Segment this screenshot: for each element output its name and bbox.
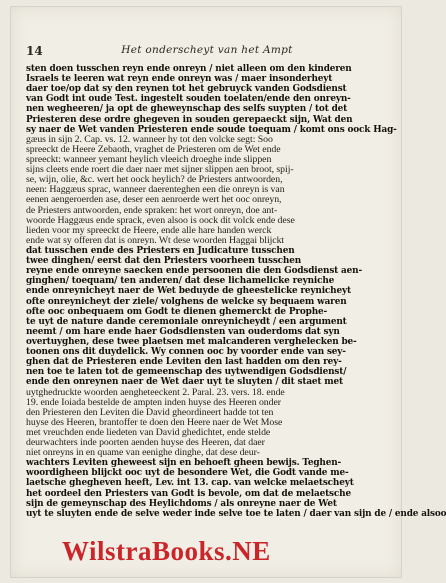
- text-line: daer toe/op dat sy den reynen tot het gebruyck vanden Godsdienst: [26, 84, 347, 95]
- watermark: WilstraBooks.NE: [62, 536, 271, 566]
- text-line: spreeckt: wanneer yemant heylich vleeich droeghe inde slippen: [26, 153, 272, 165]
- text-line: 19. ende Ioiada bestelde de ampten inden huyse des Heeren onder: [26, 396, 282, 408]
- text-line: uytghedruckte woorden aengheteeckent 2. Paral. 23. vers. 18. ende: [26, 386, 285, 398]
- page-header: [26, 44, 388, 58]
- text-line: sten doen tusschen reyn ende onreyn / niet alleen om den kinderen: [26, 64, 352, 74]
- text-line: het oordeel den Priesters van Godt is bevole, om dat de melaetsche: [26, 488, 351, 499]
- page-number: 14: [26, 44, 43, 58]
- body-text: [26, 64, 446, 519]
- text-line: sy naer de Wet vanden Priesteren ende soude toequam / komt ons oock Hag-: [26, 124, 397, 135]
- text-line: sijn de gemeynschap des Heylichdoms / als onreyne naer de Wet: [26, 498, 337, 509]
- text-line: ofte onreynicheyt der ziele/ volghens de welcke sy bequaem waren: [26, 296, 347, 307]
- text-line: overtuyghen, dese twee plaetsen met malcanderen verghelecken be-: [26, 336, 357, 347]
- text-line: woordigheen blijckt ooc uyt de besondere Wet, die Godt vande me-: [26, 468, 349, 479]
- book-page: [10, 6, 446, 578]
- text-line: neemt / om hare ende haer Godsdiensten van ouderdoms dat syn: [26, 326, 340, 337]
- text-line: lieden voor my spreeckt de Heere, ende alle hare handen werck: [26, 224, 272, 236]
- text-line: Israels te leeren wat reyn ende onreyn was / maer insonderheyt: [26, 74, 333, 85]
- text-line: ginghen/ toequam/ ten anderen/ dat dese lichamelicke reyniche: [26, 276, 335, 287]
- text-line: huyse des Heeren, brantoffer te doen den Heere naer de Wet Mose: [26, 416, 283, 428]
- text-line: gæus in sijn 2. Cap. vs. 12. wanneer hy tot den volcke segt: Soo: [26, 133, 273, 145]
- text-line: sijns cleets ende roert die daer naer met sijner slippen aen broot, spij-: [26, 164, 294, 176]
- text-line: den Priesteren den Leviten die David gheordineert hadde tot ten: [26, 406, 274, 418]
- text-line: uyt te sluyten ende de selve weder inde selve toe te laten / daer van sijn de / ende alsoo: [26, 508, 446, 519]
- text-line: nen toe te laten tot de gemeenschap des uytwendigen Godsdienst/: [26, 367, 347, 378]
- text-line: ghen dat de Priesteren ende Leviten den last hadden om den rey-: [26, 357, 342, 368]
- text-line: reyne ende onreyne saecken ende persoonen die den Godsdienst aen-: [26, 266, 362, 277]
- text-line: nen wegheeren/ ja opt de gheweynschap des selfs suypten / tot det: [26, 104, 348, 115]
- text-line: laetsche ghegheven heeft, Lev. int 13. cap. van welcke melaetscheyt: [26, 478, 354, 489]
- text-line: Priesteren dese ordre ghegeven in souden gerepaeckt sijn, Wat den: [26, 114, 353, 125]
- text-line: ende onreynicheyt naer de Wet beduyde de gheestelicke reynicheyt: [26, 286, 351, 297]
- text-line: neen: Haggæus sprac, wanneer daerenteghen een die onreyn is van: [26, 184, 285, 196]
- text-line: te uyt de nature dande ceremoniale onreynicheydt / een argument: [26, 316, 347, 327]
- text-line: deurwachters inde poorten aenden huyse des Heeren, dat daer: [26, 437, 265, 449]
- text-line: toonen ons dit duydelick. Wy connen ooc by voorder ende van sey-: [26, 347, 346, 358]
- text-line: met vreuchden ende liedeten van David ghedichtet, ende stelde: [26, 426, 271, 438]
- text-line: van Godt int oude Test. ingestelt souden toelaten/ende den onreyn-: [26, 94, 351, 105]
- text-line: niet onreyns in en quame van eenighe dinghe, dat dese deur-: [26, 447, 260, 459]
- text-line: se, wijn, olie, &c. wert het oock heylich? de Priesters antwoorden,: [26, 174, 283, 186]
- text-line: eenen aengeroerden ase, deser een aenroerde wert het ooc onreyn,: [26, 194, 282, 206]
- text-line: wachters Leviten gheweest sijn en behoeft gheen bewijs. Teghen-: [26, 458, 342, 469]
- text-line: ende den onreynen naer de Wet daer uyt te sluyten / dit staet met: [26, 377, 343, 388]
- text-line: ende wat sy offeren dat is onreyn. Wt dese woorden Haggai blijckt: [26, 234, 285, 246]
- text-line: de Priesters antwoorden, ende spraken: het wort onreyn, doe ant-: [26, 204, 278, 216]
- text-line: dat tusschen ende des Priesters en Judicature tusschen: [26, 245, 295, 256]
- running-title: Het onderscheyt van het Ampt: [121, 44, 293, 56]
- text-line: ofte ooc onbequaem om Godt te dienen ghemerckt de Prophe-: [26, 306, 328, 317]
- text-line: twee dinghen/ eerst dat den Priesters voorheen tusschen: [26, 256, 302, 267]
- text-line: spreeckt de Heere Zebaoth, vraghet de Priesteren om de Wet ende: [26, 143, 281, 155]
- text-line: woorde Haggæus ende sprack, even alsoo is oock dit volck ende dese: [26, 214, 295, 226]
